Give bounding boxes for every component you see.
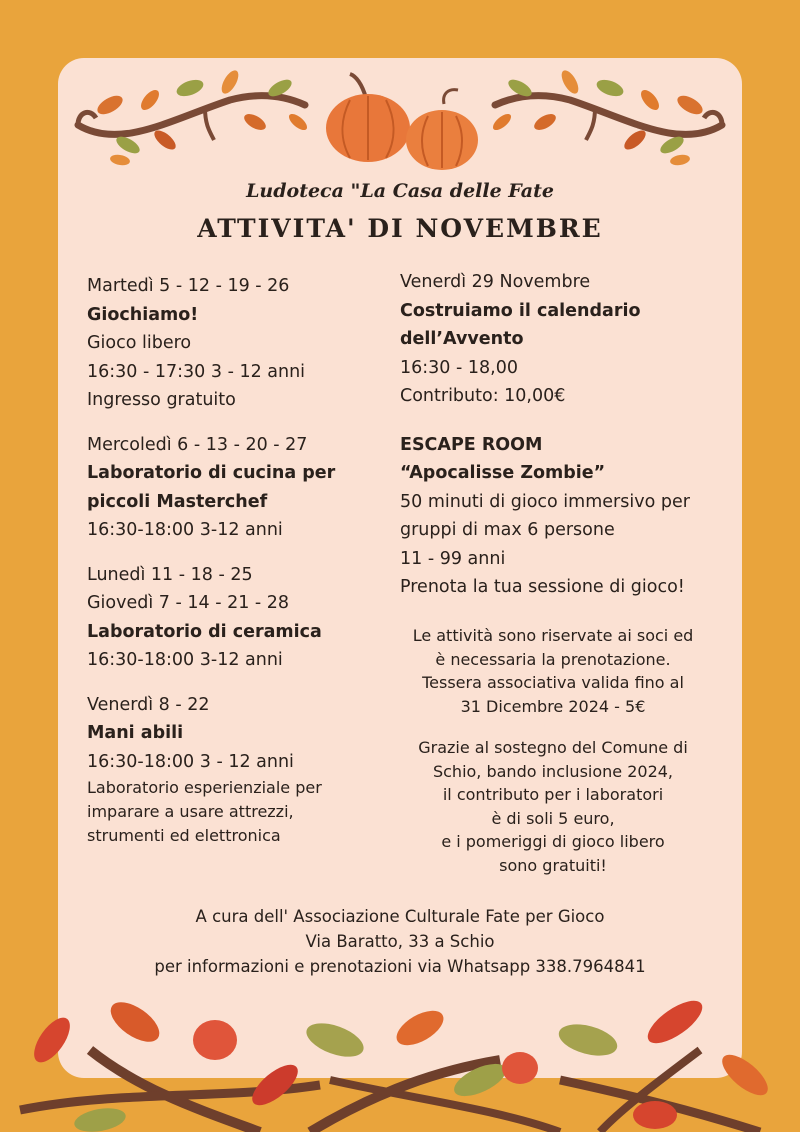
activity-detail: Gioco libero (87, 333, 192, 353)
membership-note-line: 31 Dicembre 2024 - 5€ (460, 696, 646, 716)
activity-detail: Mercoledì 6 - 13 - 20 - 27 (87, 434, 308, 455)
activity-detail: 11 - 99 anni (400, 548, 506, 569)
activity-detail: strumenti ed elettronica (87, 826, 281, 845)
activity-block (87, 431, 387, 545)
activity-detail: 50 minuti di gioco immersivo per (400, 491, 690, 512)
activity-heading: Laboratorio di cucina per (87, 463, 336, 483)
left-activities-column (87, 272, 387, 864)
footer-line: Via Baratto, 33 a Schio (305, 932, 495, 951)
activity-block (400, 268, 745, 411)
activity-detail: 16:30 - 17:30 3 - 12 anni (87, 361, 306, 382)
activity-detail: Venerdì 8 - 22 (87, 694, 210, 715)
page-title: ATTIVITA' DI NOVEMBRE (197, 214, 603, 243)
activity-heading: ESCAPE ROOM (400, 434, 543, 455)
right-activities-column (400, 268, 745, 616)
activity-block (400, 431, 745, 602)
activity-heading: Giochiamo! (87, 304, 199, 325)
footer-line: per informazioni e prenotazioni via Whatsapp 338.7964841 (154, 957, 646, 976)
activity-detail: Venerdì 29 Novembre (400, 272, 591, 292)
activity-heading: Costruiamo il calendario (400, 300, 641, 321)
activity-detail: Giovedì 7 - 14 - 21 - 28 (87, 593, 290, 613)
sponsor-note-line: è di soli 5 euro, (491, 808, 615, 828)
activity-detail: Prenota la tua sessione di gioco! (400, 577, 685, 597)
footer-contact (0, 904, 800, 979)
membership-note-line: Le attività sono riservate ai soci ed (412, 626, 694, 645)
activity-detail: gruppi di max 6 persone (400, 520, 615, 540)
activity-detail: Contributo: 10,00€ (400, 386, 566, 406)
activity-heading: “Apocalisse Zombie” (400, 463, 606, 483)
sponsor-note-line: sono gratuiti! (499, 855, 607, 875)
activity-block (87, 691, 387, 849)
membership-note-line: è necessaria la prenotazione. (435, 649, 671, 669)
footer-line: A cura dell' Associazione Culturale Fate per Gioco (195, 907, 605, 926)
membership-note (385, 624, 721, 718)
activity-detail: 16:30-18:00 3 - 12 anni (87, 751, 294, 772)
membership-note-line: Tessera associativa valida fino al (422, 673, 684, 692)
sponsor-note-line: Schio, bando inclusione 2024, (432, 761, 674, 781)
activity-detail: 16:30-18:00 3-12 anni (87, 650, 283, 670)
activity-block (87, 272, 387, 415)
activity-block (87, 561, 387, 675)
activity-heading: Mani abili (87, 723, 184, 743)
bottom-leaves-illustration (27, 993, 774, 1132)
activity-heading: piccoli Masterchef (87, 491, 268, 512)
ludoteca-subtitle: Ludoteca "La Casa delle Fate (246, 180, 554, 202)
top-right-branch-illustration (490, 68, 722, 167)
sponsor-note-line: il contributo per i laboratori (442, 785, 664, 804)
activity-detail: Laboratorio esperienziale per (87, 778, 322, 797)
activity-detail: 16:30 - 18,00 (400, 357, 518, 378)
activity-detail: 16:30-18:00 3-12 anni (87, 520, 283, 540)
top-left-branch-illustration (78, 68, 310, 167)
activity-heading: Laboratorio di ceramica (87, 621, 322, 642)
pumpkins-illustration (326, 74, 478, 170)
activity-detail: Ingresso gratuito (87, 390, 236, 410)
sponsor-note-line: e i pomeriggi di gioco libero (441, 832, 665, 851)
sponsor-note-line: Grazie al sostegno del Comune di (418, 738, 688, 757)
activity-detail: Lunedì 11 - 18 - 25 (87, 564, 253, 585)
activity-detail: imparare a usare attrezzi, (87, 802, 294, 821)
sponsor-note (385, 736, 721, 877)
activity-detail: Martedì 5 - 12 - 19 - 26 (87, 276, 290, 296)
activity-heading: dell’Avvento (400, 329, 524, 349)
